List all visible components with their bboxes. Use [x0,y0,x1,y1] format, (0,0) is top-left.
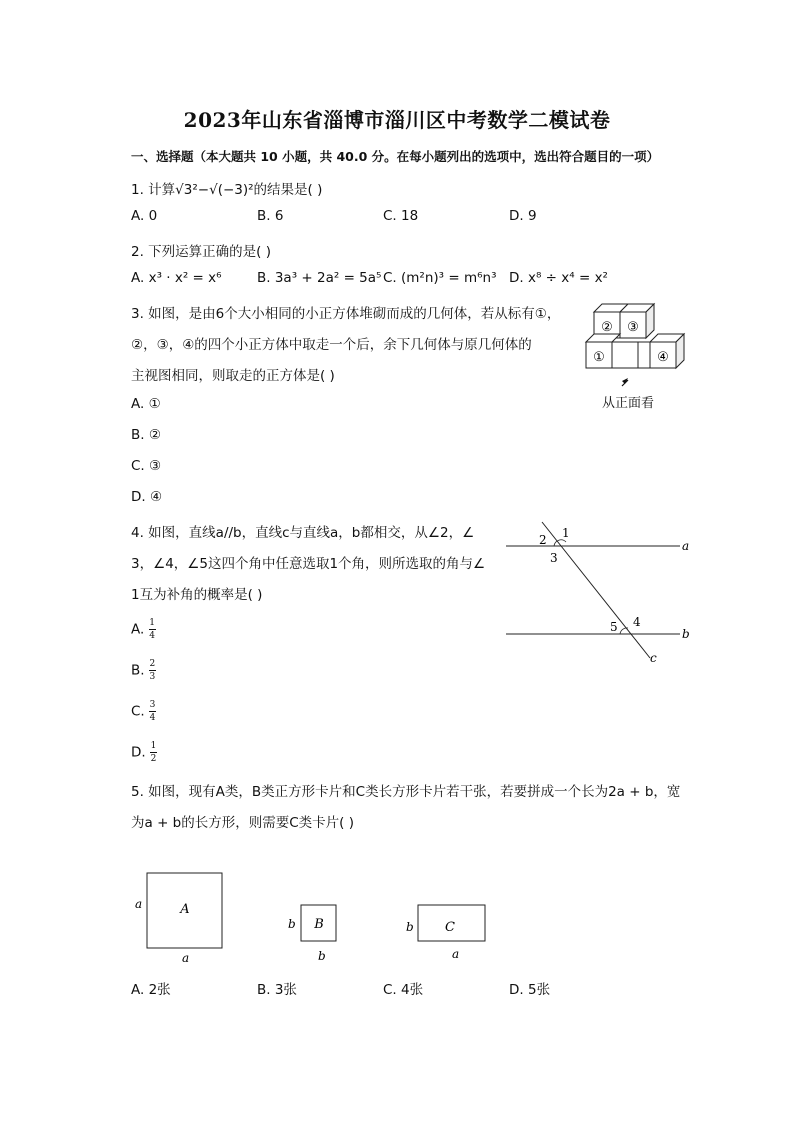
card-b-label: B [314,917,324,932]
cube-label-4: ④ [657,350,669,365]
question-3-line-1: 3. 如图，是由6个大小相同的小正方体堆砌而成的几何体，若从标有①， [131,306,561,322]
q4-option-c-letter: C. [131,703,145,720]
question-1-stem: 1. 计算√3²−√(−3)²的结果是( ) [131,182,323,198]
card-c-side: b [406,920,414,934]
card-c-bottom: a [452,947,460,961]
line-a-label: a [682,539,690,553]
angle-3: 3 [550,551,558,565]
q3-option-d[interactable]: D. ④ [131,489,163,505]
section-heading: 一、选择题（本大题共 10 小题，共 40.0 分。在每小题列出的选项中，选出符合题目的一项） [131,149,660,164]
card-b-side: b [288,917,296,931]
q3-option-b[interactable]: B. ② [131,427,161,443]
card-a-bottom: a [182,951,190,965]
q4-option-b[interactable] [131,659,156,682]
angle-5: 5 [610,620,618,634]
q5-option-b[interactable]: B. 3张 [257,982,297,998]
cube-label-1: ① [593,350,605,365]
card-a-label: A [180,902,190,917]
view-caption: 从正面看 [602,396,655,411]
q1-option-c[interactable]: C. 18 [383,208,419,224]
cards-figure [125,865,505,970]
q1-option-a[interactable]: A. 0 [131,208,158,224]
page-title: 2023年山东省淄博市淄川区中考数学二模试卷 [183,108,611,132]
q4-option-d-fraction: $\frac{1}{2}$ [150,741,157,764]
q4-option-b-fraction: $\frac{2}{3}$ [149,659,156,682]
q4-option-d[interactable] [131,741,157,764]
q4-option-b-letter: B. [131,662,145,679]
line-b-label: b [682,627,690,641]
angle-4: 4 [633,615,641,629]
question-3-line-3: 主视图相同，则取走的正方体是( ) [131,368,335,384]
question-4-line-2: 3，∠4，∠5这四个角中任意选取1个角，则所选取的角与∠ [131,556,486,572]
q4-option-c-fraction: $\frac{3}{4}$ [149,700,156,723]
question-4-line-1: 4. 如图，直线a//b，直线c与直线a，b都相交，从∠2，∠ [131,525,475,541]
angle-1: 1 [562,526,570,540]
card-b-bottom: b [318,949,326,963]
q1-option-d[interactable]: D. 9 [509,208,537,224]
question-2-stem: 2. 下列运算正确的是( ) [131,244,271,260]
q2-option-d[interactable]: D. x⁸ ÷ x⁴ = x² [509,270,608,286]
angle-2: 2 [539,533,547,547]
q5-option-c[interactable]: C. 4张 [383,982,424,998]
q4-option-a[interactable] [131,618,156,641]
q2-option-b[interactable]: B. 3a³ + 2a² = 5a⁵ [257,270,382,286]
q4-option-a-letter: A. [131,621,145,638]
question-4-line-3: 1互为补角的概率是( ) [131,587,263,603]
line-c-label: c [650,651,657,665]
q2-option-a[interactable]: A. x³ · x² = x⁶ [131,270,222,286]
q5-option-d[interactable]: D. 5张 [509,982,551,998]
q4-option-a-fraction: $\frac{1}{4}$ [149,618,155,641]
q3-option-c[interactable]: C. ③ [131,458,162,474]
card-a-side: a [135,897,143,911]
q3-option-a[interactable]: A. ① [131,396,161,412]
question-5-line-1: 5. 如图，现有A类，B类正方形卡片和C类长方形卡片若干张，若要拼成一个长为2a + b，宽 [131,784,681,800]
q4-option-d-letter: D. [131,744,146,761]
cube-label-2: ② [601,320,613,335]
card-c-label: C [445,920,455,935]
cube-label-3: ③ [627,320,639,335]
q2-option-c[interactable]: C. (m²n)³ = m⁶n³ [383,270,497,286]
q4-option-c[interactable] [131,700,156,723]
q5-option-a[interactable]: A. 2张 [131,982,171,998]
q1-option-b[interactable]: B. 6 [257,208,284,224]
question-3-line-2: ②，③，④的四个小正方体中取走一个后，余下几何体与原几何体的 [131,337,532,353]
parallel-lines-figure [500,518,700,668]
question-5-line-2: 为a + b的长方形，则需要C类卡片( ) [131,815,354,831]
